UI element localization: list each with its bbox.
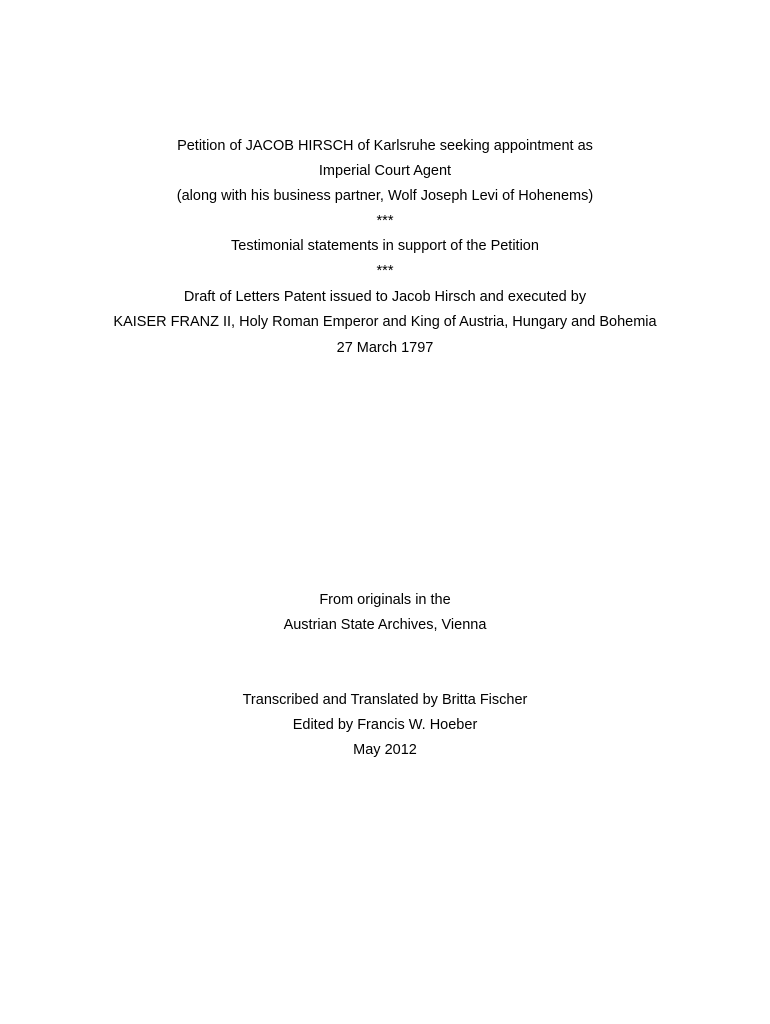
editor-credit: Edited by Francis W. Hoeber xyxy=(292,717,478,733)
publication-date: May 2012 xyxy=(353,742,417,758)
petition-title-line-1: Petition of JACOB HIRSCH of Karlsruhe seeking appointment as xyxy=(177,138,593,154)
draft-line-2: KAISER FRANZ II, Holy Roman Emperor and King of Austria, Hungary and Bohemia xyxy=(113,314,657,330)
source-line-2: Austrian State Archives, Vienna xyxy=(283,617,487,633)
source-line-1: From originals in the xyxy=(319,592,451,608)
separator-2: *** xyxy=(376,263,394,279)
translator-credit: Transcribed and Translated by Britta Fischer xyxy=(242,692,528,708)
petition-title-line-2: Imperial Court Agent xyxy=(318,163,452,179)
separator-1: *** xyxy=(376,213,394,229)
document-date: 27 March 1797 xyxy=(336,340,434,356)
petition-title-line-3: (along with his business partner, Wolf Joseph Levi of Hohenems) xyxy=(176,188,594,204)
testimonial-line: Testimonial statements in support of the Petition xyxy=(231,238,539,254)
draft-line-1: Draft of Letters Patent issued to Jacob Hirsch and executed by xyxy=(183,289,587,305)
